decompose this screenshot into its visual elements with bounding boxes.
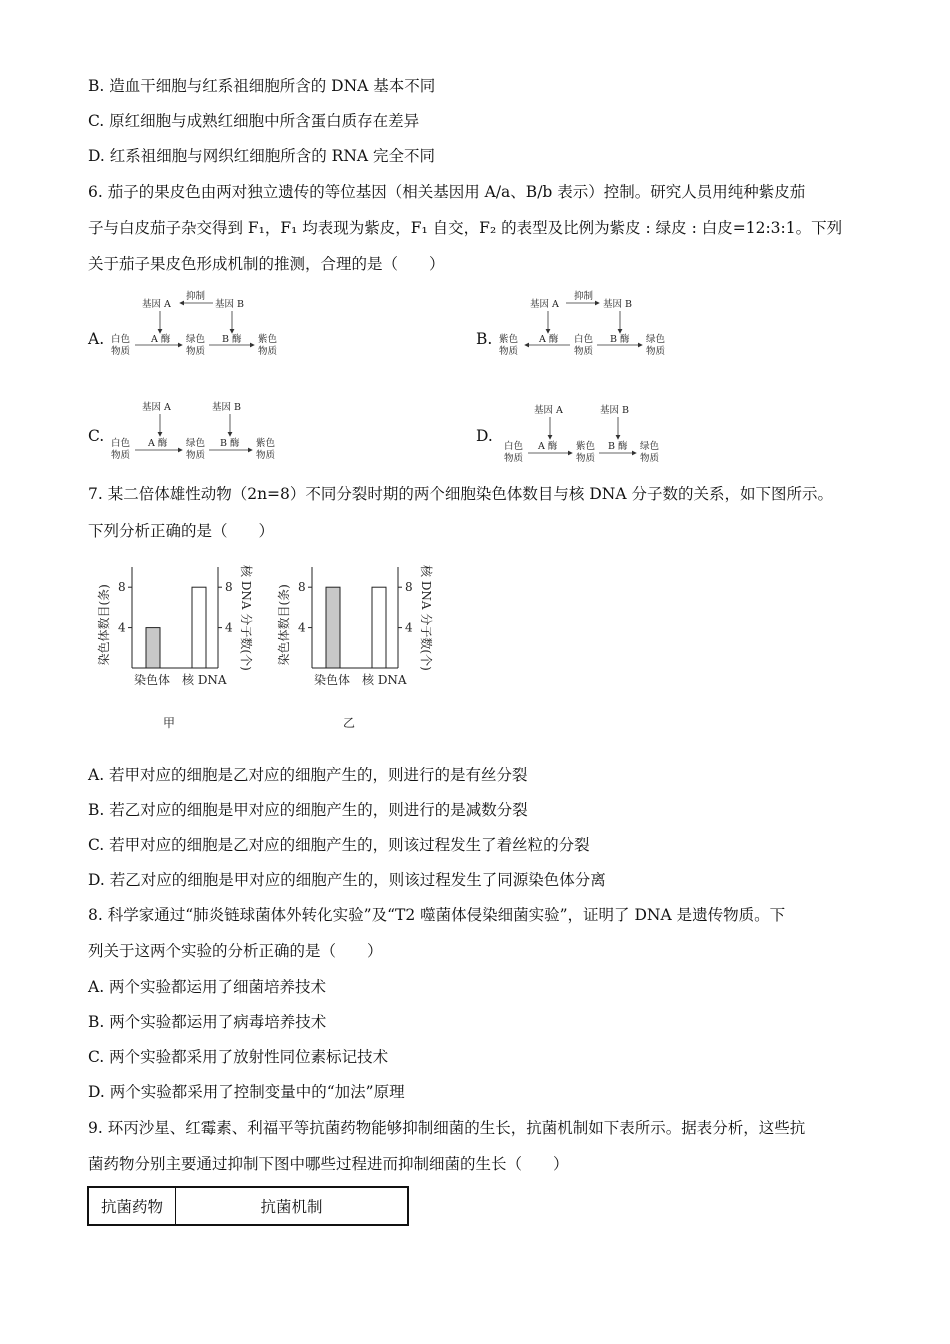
svg-text:物质: 物质 bbox=[258, 346, 278, 357]
q6-stem-line1: 6. 茄子的果皮色由两对独立遗传的等位基因（相关基因用 A/a、B/b 表示）控制。研究人员用纯种紫皮茄 bbox=[88, 183, 806, 201]
enzyme-a: A 酶 bbox=[151, 334, 171, 345]
q7-option-b: B. 若乙对应的细胞是甲对应的细胞产生的，则进行的是减数分裂 bbox=[88, 801, 528, 819]
y-tick-label-right: 8 bbox=[225, 580, 233, 595]
inhibit-label: 抑制 bbox=[574, 291, 594, 302]
q6-option-d-label: D. bbox=[476, 427, 493, 445]
table-header-mechanism: 抗菌机制 bbox=[260, 1198, 323, 1216]
bar-dna bbox=[372, 587, 386, 668]
enzyme-a: A 酶 bbox=[539, 334, 559, 345]
q5-option-b: B. 造血干细胞与红系祖细胞所含的 DNA 基本不同 bbox=[88, 77, 436, 95]
svg-text:物质: 物质 bbox=[256, 450, 276, 461]
y-axis-label-right: 核 DNA 分子数(个) bbox=[239, 565, 253, 671]
category-label-dna: 核 DNA bbox=[182, 673, 227, 687]
q6-stem-line2: 子与白皮茄子杂交得到 F₁，F₁ 均表现为紫皮，F₁ 自交，F₂ 的表型及比例为紫皮 : 绿皮 : 白皮=12:3:1。下列 bbox=[88, 219, 843, 237]
q8-stem-line1: 8. 科学家通过“肺炎链球菌体外转化实验”及“T2 噬菌体侵染细菌实验”，证明了 DNA 是遗传物质。下 bbox=[88, 906, 786, 924]
q8-option-c: C. 两个实验都采用了放射性同位素标记技术 bbox=[88, 1048, 389, 1066]
y-tick-label-left: 8 bbox=[298, 580, 306, 595]
svg-text:物质: 物质 bbox=[574, 346, 594, 357]
q6-option-a-label: A. bbox=[88, 330, 105, 348]
bar-dna bbox=[192, 587, 206, 668]
substance-2: 绿色 bbox=[186, 334, 206, 345]
y-axis-label-left: 染色体数目(条) bbox=[277, 584, 291, 666]
y-tick-label-left: 8 bbox=[118, 580, 126, 595]
y-tick-label-right: 4 bbox=[225, 620, 233, 635]
q7-option-d: D. 若乙对应的细胞是甲对应的细胞产生的，则该过程发生了同源染色体分离 bbox=[88, 871, 606, 889]
gene-b: 基因 B bbox=[603, 299, 633, 310]
enzyme-a: A 酶 bbox=[148, 438, 168, 449]
chart-jia bbox=[96, 555, 256, 735]
substance-2: 绿色 bbox=[186, 438, 206, 449]
svg-text:物质: 物质 bbox=[186, 450, 206, 461]
category-label-dna: 核 DNA bbox=[362, 673, 407, 687]
q9-stem-line2: 菌药物分别主要通过抑制下图中哪些过程进而抑制细菌的生长（ ） bbox=[88, 1155, 569, 1173]
bar-chromosome bbox=[146, 628, 160, 668]
q6-option-c-diagram bbox=[108, 396, 298, 466]
svg-text:物质: 物质 bbox=[504, 453, 524, 464]
chart-title: 甲 bbox=[163, 716, 176, 730]
enzyme-b: B 酶 bbox=[608, 441, 628, 452]
y-tick-label-right: 8 bbox=[405, 580, 413, 595]
svg-text:物质: 物质 bbox=[499, 346, 519, 357]
q7-option-c: C. 若甲对应的细胞是乙对应的细胞产生的，则该过程发生了着丝粒的分裂 bbox=[88, 836, 590, 854]
y-axis-label-left: 染色体数目(条) bbox=[97, 584, 111, 666]
chart-yi bbox=[276, 555, 446, 735]
gene-a: 基因 A bbox=[142, 299, 171, 310]
q8-option-b: B. 两个实验都运用了病毒培养技术 bbox=[88, 1013, 327, 1031]
gene-b: 基因 B bbox=[600, 405, 630, 416]
y-tick-label-left: 4 bbox=[298, 620, 306, 635]
q6-option-b-diagram bbox=[496, 290, 686, 365]
substance-3: 绿色 bbox=[640, 441, 660, 452]
q5-option-d: D. 红系祖细胞与网织红细胞所含的 RNA 完全不同 bbox=[88, 147, 436, 165]
category-label-chromosome: 染色体 bbox=[134, 673, 171, 687]
svg-text:物质: 物质 bbox=[186, 346, 206, 357]
substance-1: 白色 bbox=[504, 441, 524, 452]
enzyme-b: B 酶 bbox=[220, 438, 240, 449]
substance-1: 白色 bbox=[111, 438, 131, 449]
enzyme-b: B 酶 bbox=[610, 334, 630, 345]
svg-text:物质: 物质 bbox=[111, 346, 131, 357]
gene-b: 基因 B bbox=[215, 299, 245, 310]
y-tick-label-left: 4 bbox=[118, 620, 126, 635]
q6-option-c-label: C. bbox=[88, 427, 105, 445]
gene-a: 基因 A bbox=[142, 402, 171, 413]
q8-stem-line2: 列关于这两个实验的分析正确的是（ ） bbox=[88, 942, 383, 960]
q5-option-c: C. 原红细胞与成熟红细胞中所含蛋白质存在差异 bbox=[88, 112, 420, 130]
y-tick-label-right: 4 bbox=[405, 620, 413, 635]
q8-option-a: A. 两个实验都运用了细菌培养技术 bbox=[88, 978, 327, 996]
substance-3: 紫色 bbox=[256, 438, 276, 449]
enzyme-a: A 酶 bbox=[538, 441, 558, 452]
gene-a: 基因 A bbox=[530, 299, 559, 310]
q8-option-d: D. 两个实验都采用了控制变量中的“加法”原理 bbox=[88, 1083, 405, 1101]
svg-text:物质: 物质 bbox=[646, 346, 666, 357]
q9-stem-line1: 9. 环丙沙星、红霉素、利福平等抗菌药物能够抑制细菌的生长，抗菌机制如下表所示。据表分析，这些抗 bbox=[88, 1119, 806, 1137]
q6-option-b-label: B. bbox=[476, 330, 493, 348]
q6-stem-line3: 关于茄子果皮色形成机制的推测，合理的是（ ） bbox=[88, 255, 445, 273]
enzyme-b: B 酶 bbox=[222, 334, 242, 345]
substance-1: 白色 bbox=[111, 334, 131, 345]
gene-a: 基因 A bbox=[534, 405, 563, 416]
substance-1: 紫色 bbox=[499, 334, 519, 345]
inhibit-label: 抑制 bbox=[186, 291, 206, 302]
chart-title: 乙 bbox=[343, 716, 356, 730]
substance-3: 紫色 bbox=[258, 334, 278, 345]
svg-text:物质: 物质 bbox=[640, 453, 660, 464]
substance-2: 白色 bbox=[574, 334, 594, 345]
svg-text:物质: 物质 bbox=[111, 450, 131, 461]
substance-3: 绿色 bbox=[646, 334, 666, 345]
q7-option-a: A. 若甲对应的细胞是乙对应的细胞产生的，则进行的是有丝分裂 bbox=[88, 766, 528, 784]
y-axis-label-right: 核 DNA 分子数(个) bbox=[419, 565, 433, 671]
q6-option-d-diagram bbox=[496, 399, 686, 469]
q9-table bbox=[87, 1186, 409, 1226]
substance-2: 紫色 bbox=[576, 441, 596, 452]
q6-option-a-diagram bbox=[108, 290, 298, 365]
category-label-chromosome: 染色体 bbox=[314, 673, 351, 687]
svg-text:物质: 物质 bbox=[576, 453, 596, 464]
gene-b: 基因 B bbox=[212, 402, 242, 413]
q7-stem-line1: 7. 某二倍体雄性动物（2n=8）不同分裂时期的两个细胞染色体数目与核 DNA 分子数的关系，如下图所示。 bbox=[88, 485, 833, 503]
bar-chromosome bbox=[326, 587, 340, 668]
q7-stem-line2: 下列分析正确的是（ ） bbox=[88, 522, 275, 540]
table-header-drug: 抗菌药物 bbox=[89, 1188, 176, 1224]
